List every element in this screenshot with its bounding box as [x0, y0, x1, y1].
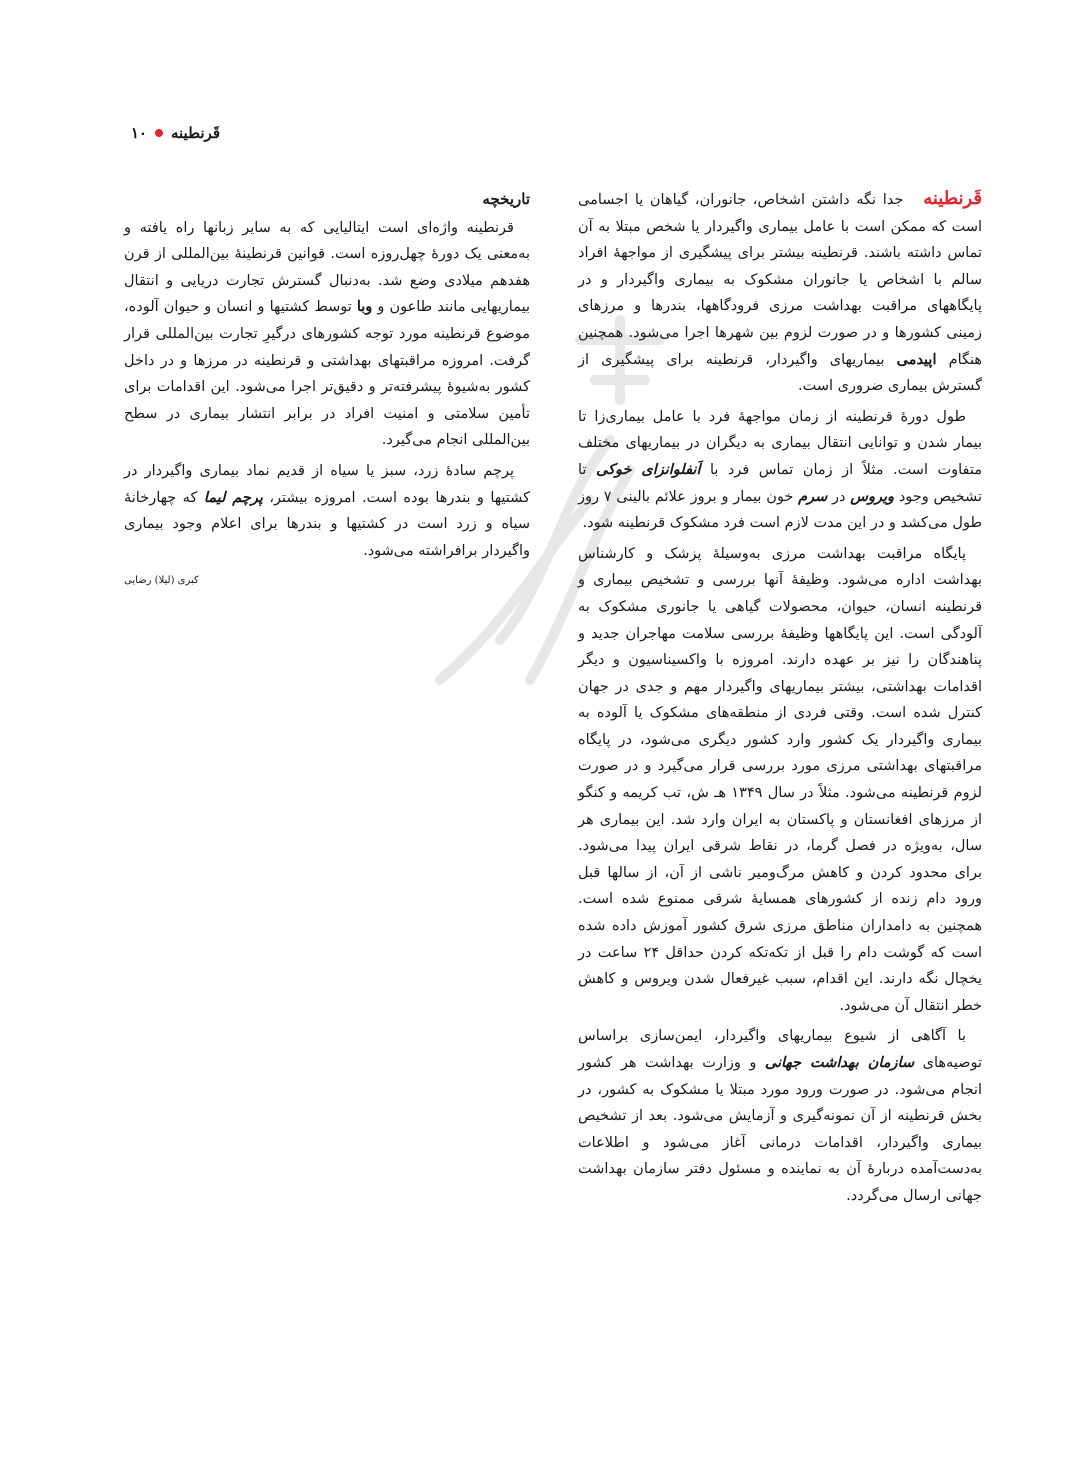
cholera-term: وبا [356, 298, 373, 316]
incubation-text-c: در [832, 488, 846, 505]
history-heading: تاریخچه [482, 190, 530, 208]
history-paragraph-1 [124, 215, 530, 454]
history-paragraph-2 [124, 458, 530, 564]
intro-paragraph [578, 186, 982, 400]
incubation-text-d: خون بیمار و بروز علائم بالینی ۷ روز طول می‌کشد و در این مدت لازم است فرد مشکوک قرنطینه شود. [578, 488, 982, 532]
header-title: قَرنطینه [170, 124, 220, 142]
who-term: سازمان بهداشت جهانی [764, 1054, 915, 1071]
virus-term: ویروس [850, 487, 895, 505]
header-dot-icon [155, 129, 163, 137]
border-station-paragraph: پایگاه مراقبت بهداشت مرزی به‌وسیلۀ پزشک و کارشناس بهداشت اداره می‌شود. وظیفۀ آنها بررسی و تشخیص بیماری و قرنطینه انسان، حیوان، محصولات گیاهی یا جانوری مشکوک به آلودگی است. این پایگاهها وظیفۀ بررسی سلامت مهاجران جدید و پناهندگان را نیز بر عهده دارند. امروزه با واکسیناسیون و دیگر اقدامات بهداشتی، بیشتر بیماریهای واگیردار مهم و جدی در جهان کنترل شده است. وقتی فردی از منطقه‌های مشکوک یا آلوده به بیماری واگیردار یک کشور وارد کشور دیگری می‌شود، در پایگاه مراقبتهای بهداشتی مرزی مورد بررسی قرار می‌گیرد و در صورت لزوم قرنطینه می‌شود. مثلاً در سال ۱۳۴۹ هـ ش، تب کریمه و کنگو از مرزهای افغانستان و پاکستان به ایران وارد شد. این بیماری هر سال، به‌ویژه در فصل گرما، در نقاط شرقی ایران پیدا می‌شود. برای محدود کردن و کاهش مرگ‌ومیر ناشی از آن، از سالها قبل ورود دام زنده از کشورهای همسایۀ شرقی ممنوع شده است. همچنین به دامداران مناطق مرزی شرق کشور آموزش داده شده است که گوشت دام را قبل از تکه‌تکه کردن حداقل ۲۴ ساعت در یخچال نگه دارند. این اقدام، سبب غیرفعال شدن ویروس و کاهش خطر انتقال آن می‌شود. [578, 545, 983, 1014]
author-name: کبری (لیلا) رضایی [124, 575, 199, 587]
swine-flu-term: اَنفلوانزای خوکی [595, 460, 701, 478]
who-text-a: با آگاهی از شیوع بیماریهای واگیردار، ایمن‌سازی براساس توصیه‌های [578, 1028, 982, 1071]
entry-intro-end: بیماریهای واگیردار، قرنطینه برای پیشگیری از گسترش بیماری ضروری است. [578, 351, 982, 395]
author-line [124, 568, 530, 595]
entry-title: قَرنطینه [923, 188, 983, 209]
serum-term: سرم [798, 487, 828, 505]
who-paragraph [578, 1023, 982, 1209]
history-text-a: قرنطینه واژه‌ای است ایتالیایی که به سایر زبانها راه یافته و به‌معنی یک دورۀ چهل‌روزه است. قوانین قرنطینۀ بین‌المللی از قرن هفدهم میلادی وضع شد. به‌دنبال گسترش تجارت دریایی و انتقال بیماریهایی مانند طاعون و [124, 219, 531, 316]
incubation-paragraph [578, 404, 982, 537]
who-text-b: و وزارت بهداشت هر کشور انجام می‌شود. در صورت ورود مورد مبتلا یا مشکوک به کشور، در بخش قرنطینه از آن نمونه‌گیری و آزمایش می‌شود. بعد از تشخیص بیماری واگیردار، اقدامات درمانی آغاز می‌شود و اطلاعات به‌دست‌آمده دربارۀ آن به نماینده و مسئول دفتر سازمان بهداشت جهانی ارسال می‌گردد. [578, 1055, 982, 1204]
lima-flag-term: پرچم لیما [203, 488, 263, 506]
entry-intro: جدا نگه داشتن اشخاص، جانوران، گیاهان یا اجسامی است که ممکن است با عامل بیماری واگیردار یا شخص مبتلا به آن تماس داشته باشند. قرنطینه بیشتر برای پیشگیری از مواجهۀ افراد سالم با اشخاص یا جانوران مشکوک به بیماری واگیردار و در پایگاههای مراقبت بهداشت مرزی فرودگاهها، بندرها و مرزهای زمینی کشورها و در صورت لزوم بین شهرها اجرا می‌شود. همچنین هنگام [578, 192, 983, 368]
page-number: ۱۰ [130, 124, 147, 142]
history-column [124, 186, 530, 595]
main-column [578, 186, 982, 1214]
incubation-text-b: تا تشخیص وجود [578, 461, 982, 505]
epidemic-term: اپیدمی [896, 350, 937, 368]
history-text-b: توسط کشتیها و انسان و حیوان آلوده، موضوع قرنطینه مورد توجه کشورهای درگیرِ تجارت بین‌المللی قرار گرفت. امروزه مراقبتهای بهداشتی و قرنطینه در مرزها و در داخل کشور به‌شیوۀ پیشرفته‌تر و دقیق‌تر اجرا می‌شود. این اقدامات برای تأمین سلامتی و امنیت افراد در برابر انتشار بیماری در سطح بین‌المللی انجام می‌گیرد. [124, 299, 530, 449]
flag-text-a: پرچم سادۀ زرد، سبز یا سیاه از قدیم نماد بیماری واگیردار در کشتیها و بندرها بوده است. امروزه بیشتر، [124, 462, 531, 506]
flag-text-b: که چهارخانۀ سیاه و زرد است در کشتیها و بندرها برای اعلام وجود بیماری واگیردار برافراشته می‌شود. [124, 489, 530, 559]
page-header [120, 118, 220, 148]
incubation-text-a: طول دورۀ قرنطینه از زمان مواجهۀ فرد با عامل بیماری‌زا تا بیمار شدن و توانایی انتقال بیماری به دیگران در بیماریهای مختلف متفاوت است. مثلاً از زمان تماس فرد با [578, 408, 983, 478]
